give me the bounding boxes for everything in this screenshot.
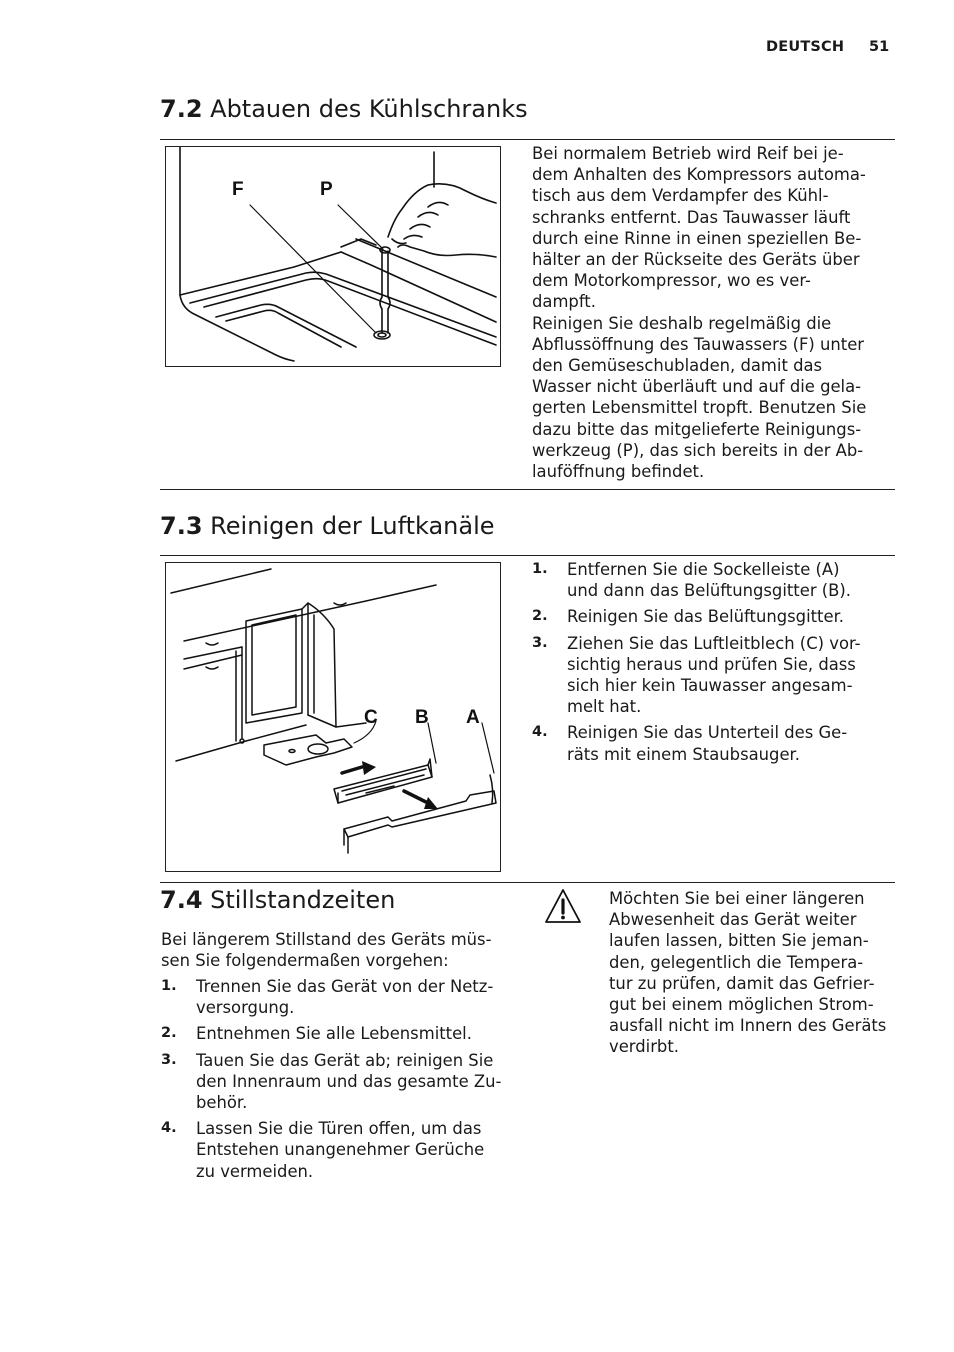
section-7-4-heading [160, 886, 395, 914]
section-divider [160, 489, 895, 490]
air-duct-figure [165, 562, 501, 872]
step-number: 1. [532, 561, 548, 577]
step-number: 3. [161, 1051, 177, 1068]
step-line: Lassen Sie die Türen offen, um das [196, 1119, 482, 1139]
section-divider [160, 555, 895, 556]
text-line: laufen lassen, bitten Sie jeman- [609, 931, 869, 951]
section-title: Abtauen des Kühlschranks [210, 95, 528, 123]
figure-label-p: P [320, 179, 333, 200]
figure-label-c: C [364, 707, 378, 728]
list-item [532, 722, 861, 764]
step-line: Entfernen Sie die Sockelleiste (A) [567, 560, 840, 579]
step-line: Entnehmen Sie alle Lebensmittel. [196, 1024, 472, 1044]
text-line: den, gelegentlich die Tempera- [609, 952, 864, 972]
step-line: Reinigen Sie das Belüftungsgitter. [567, 607, 845, 627]
step-line: Entstehen unangenehmer Gerüche [196, 1140, 485, 1160]
text-line: tur zu prüfen, damit das Gefrier- [609, 973, 875, 993]
list-item [161, 1118, 501, 1182]
list-item [161, 976, 501, 1018]
step-number: 2. [161, 1025, 177, 1042]
section-7-4-steps [161, 976, 501, 1187]
text-line: lauföffnung befindet. [532, 462, 705, 482]
text-line: durch eine Rinne in einen speziellen Be- [532, 228, 862, 248]
step-number: 4. [161, 1120, 177, 1137]
step-line: melt hat. [567, 697, 642, 717]
air-duct-illustration [166, 563, 502, 873]
figure-label-b: B [415, 707, 429, 728]
text-line: Abflussöffnung des Tauwassers (F) unter [532, 334, 865, 354]
step-line: zu vermeiden. [196, 1161, 314, 1181]
step-line: Trennen Sie das Gerät von der Netz- [196, 977, 494, 996]
warning-text [609, 888, 886, 1058]
text-line: Abwesenheit das Gerät weiter [609, 910, 857, 930]
figure-label-f: F [232, 179, 244, 200]
text-line: Bei längerem Stillstand des Geräts müs- [161, 930, 492, 949]
header-language: DEUTSCH [766, 39, 845, 55]
page-number: 51 [869, 39, 890, 55]
text-line: dazu bitte das mitgelieferte Reinigungs- [532, 419, 862, 439]
section-number: 7.3 [160, 512, 203, 540]
section-number: 7.2 [160, 95, 203, 123]
step-line: räts mit einem Staubsauger. [567, 744, 800, 764]
text-line: schranks entfernt. Das Tauwasser läuft [532, 207, 851, 227]
text-line: werkzeug (P), das sich bereits in der Ab- [532, 440, 864, 460]
list-item [532, 633, 861, 718]
step-line: Reinigen Sie das Unterteil des Ge- [567, 723, 848, 743]
text-line: Bei normalem Betrieb wird Reif bei je- [532, 144, 844, 163]
step-line: Ziehen Sie das Luftleitblech (C) vor- [567, 633, 861, 653]
text-line: dem Motorkompressor, wo es ver- [532, 271, 811, 291]
step-number: 4. [532, 724, 548, 741]
text-line: Reinigen Sie deshalb regelmäßig die [532, 313, 832, 333]
warning-triangle-icon [544, 887, 582, 925]
step-line: und dann das Belüftungsgitter (B). [567, 581, 852, 601]
text-line: Möchten Sie bei einer längeren [609, 889, 865, 908]
section-title: Reinigen der Luftkanäle [210, 512, 495, 540]
section-divider [160, 882, 895, 883]
defrost-drain-figure [165, 146, 501, 367]
text-line: dampft. [532, 292, 596, 312]
step-number: 1. [161, 978, 177, 994]
text-line: Wasser nicht überläuft und auf die gela- [532, 377, 862, 397]
list-item [532, 606, 861, 627]
section-7-3-steps [532, 559, 861, 770]
defrost-drain-illustration [166, 147, 502, 368]
text-line: gut bei einem möglichen Strom- [609, 995, 874, 1015]
section-7-2-heading [160, 95, 528, 123]
text-line: gerten Lebensmittel tropft. Benutzen Sie [532, 398, 867, 418]
section-7-3-heading [160, 512, 495, 540]
text-line: den Gemüseschubladen, damit das [532, 356, 823, 376]
text-line: sen Sie folgendermaßen vorgehen: [161, 951, 449, 971]
section-title: Stillstandzeiten [210, 886, 396, 914]
list-item [161, 1050, 501, 1114]
text-line: verdirbt. [609, 1037, 679, 1057]
list-item [532, 559, 861, 601]
section-7-4-intro [161, 929, 492, 971]
step-line: den Innenraum und das gesamte Zu- [196, 1071, 502, 1091]
text-line: hälter an der Rückseite des Geräts über [532, 250, 860, 270]
section-7-2-text [532, 143, 866, 482]
step-number: 2. [532, 608, 548, 625]
step-line: behör. [196, 1093, 248, 1113]
step-line: sich hier kein Tauwasser angesam- [567, 676, 853, 696]
step-line: sichtig heraus und prüfen Sie, dass [567, 654, 856, 674]
text-line: dem Anhalten des Kompressors automa- [532, 165, 866, 185]
list-item [161, 1023, 501, 1044]
text-line: ausfall nicht im Innern des Geräts [609, 1016, 887, 1036]
figure-label-a: A [466, 707, 480, 728]
section-number: 7.4 [160, 886, 203, 914]
text-line: tisch aus dem Verdampfer des Kühl- [532, 186, 829, 206]
step-line: versorgung. [196, 998, 295, 1018]
section-divider [160, 139, 895, 140]
step-line: Tauen Sie das Gerät ab; reinigen Sie [196, 1050, 494, 1070]
step-number: 3. [532, 634, 548, 651]
